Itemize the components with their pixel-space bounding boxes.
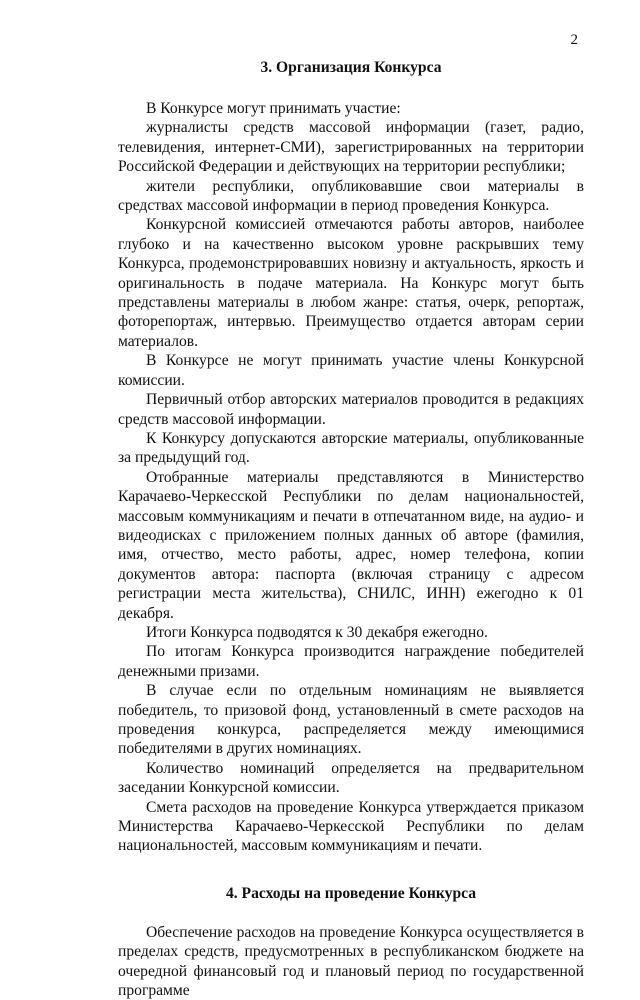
section-3-paragraph: Итоги Конкурса подводятся к 30 декабря ежегодно. (146, 623, 488, 641)
section-4-paragraph: Обеспечение расходов на проведение Конкурса осуществляется в пределах средств, предусмотренных в республиканском бюджете на очередной финансовый год и плановый период по государственной программе (118, 923, 584, 1000)
section-3-paragraph: В Конкурсе не могут принимать участие члены Конкурсной комиссии. (118, 352, 584, 389)
section-3-paragraph: К Конкурсу допускаются авторские материалы, опубликованные за предыдущий год. (118, 429, 584, 467)
section-3-paragraph: Первичный отбор авторских материалов проводится в редакциях средств массовой информации. (118, 391, 584, 428)
section-3-paragraph: Конкурсной комиссией отмечаются работы авторов, наиболее глубоко и на качественно высоком уровне раскрывших тему Конкурса, продемонстрировавших новизну и актуальность, яркость и оригинальность в подаче материала. На Конкурс могут быть представлены материалы в любом жанре: статья, очерк, репортаж, фоторепортаж, интервью. Преимущество отдается авторам серии материалов. (118, 216, 584, 350)
document-body (118, 52, 584, 1000)
section-3-paragraph: В случае если по отдельным номинациям не выявляется победитель, то призовой фонд, установленный в смете расходов на проведения конкурса, распределяется между имеющимися победителями в других номинациях. (118, 682, 584, 758)
section-3-paragraph: Отобранные материалы представляются в Министерство Карачаево-Черкесской Республики по делам национальностей, массовым коммуникациям и печати в отпечатанном виде, на аудио- и видеодисках с приложением полных данных об авторе (фамилия, имя, отчество, место работы, адрес, номер телефона, копии документов автора: паспорта (включая страницу с адресом регистрации места жительства), СНИЛС, ИНН) ежегодно к 01 декабря. (118, 468, 584, 622)
section-4-heading: 4. Расходы на проведение Конкурса (225, 884, 477, 902)
section-3-heading: 3. Организация Конкурса (260, 59, 442, 76)
section-3-paragraph: Количество номинаций определяется на предварительном заседании Конкурсной комиссии. (118, 759, 584, 797)
section-3-paragraph: жители республики, опубликовавшие свои материалы в средствах массовой информации в период проведения Конкурса. (118, 177, 584, 215)
page-number: 2 (570, 32, 578, 48)
section-3-paragraph: По итогам Конкурса производится награждение победителей денежными призами. (118, 643, 584, 680)
section-3-paragraph: В Конкурсе могут принимать участие: (146, 100, 401, 117)
section-3-paragraph: Смета расходов на проведение Конкурса утверждается приказом Министерства Карачаево-Черкесской Республики по делам национальностей, массовым коммуникациям и печати. (118, 798, 584, 855)
section-3-paragraph: журналисты средств массовой информации (газет, радио, телевидения, интернет-СМИ), зарегистрированных на территории Российской Федерации и действующих на территории республики; (118, 119, 584, 176)
